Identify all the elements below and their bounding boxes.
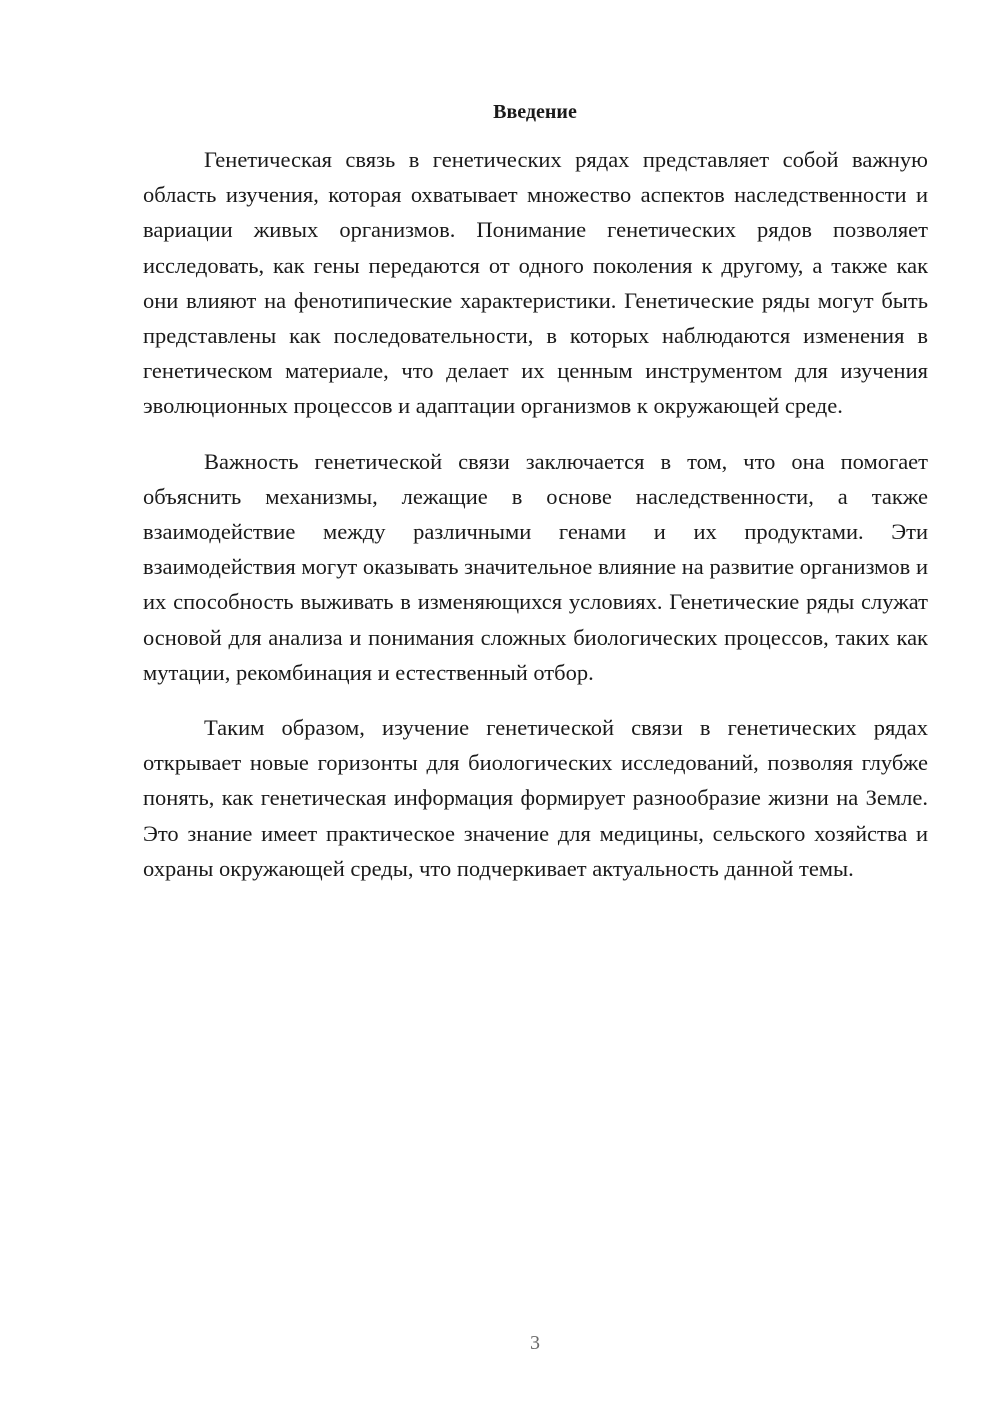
document-body (143, 142, 928, 906)
page-number: 3 (530, 1332, 540, 1354)
paragraph-3: Таким образом, изучение генетической связи в генетических рядах открывает новые горизонты для биологических исследований, позволяя глубже понять, как генетическая информация формирует разнообразие жизни на Земле. Это знание имеет практическое значение для медицины, сельского хозяйства и охраны окружающей среды, что подчеркивает актуальность данной темы. (143, 715, 928, 881)
page-title: Введение (493, 101, 577, 123)
paragraph-2: Важность генетической связи заключается в том, что она помогает объяснить механизмы, лежащие в основе наследственности, а также взаимодействие между различными генами и их продуктами. Эти взаимодействия могут оказывать значительное влияние на развитие организмов и их способность выживать в изменяющихся условиях. Генетические ряды служат основой для анализа и понимания сложных биологических процессов, таких как мутации, рекомбинация и естественный отбор. (143, 448, 928, 685)
paragraph-1: Генетическая связь в генетических рядах представляет собой важную область изучения, которая охватывает множество аспектов наследственности и вариации живых организмов. Понимание генетических рядов позволяет исследовать, как гены передаются от одного поколения к другому, а также как они влияют на фенотипические характеристики. Генетические ряды могут быть представлены как последовательности, в которых наблюдаются изменения в генетическом материале, что делает их ценным инструментом для изучения эволюционных процессов и адаптации организмов к окружающей среде. (143, 147, 928, 419)
